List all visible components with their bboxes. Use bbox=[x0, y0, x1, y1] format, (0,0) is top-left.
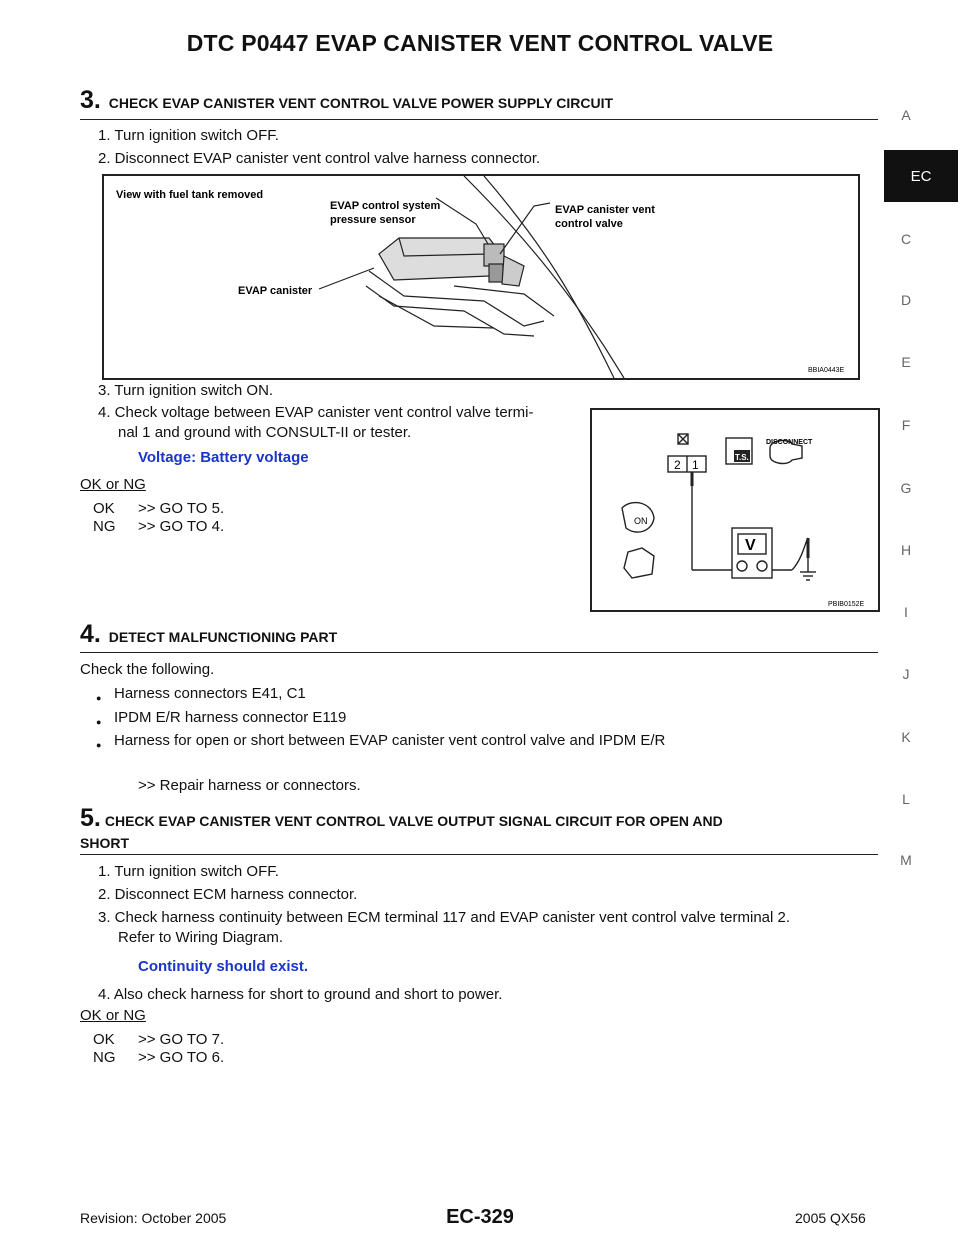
side-tab-a[interactable]: A bbox=[901, 107, 911, 123]
step-5-ok-action[interactable]: >> GO TO 7. bbox=[138, 1031, 225, 1048]
step-title-line-1: CHECK EVAP CANISTER VENT CONTROL VALVE OUTPUT SIGNAL CIRCUIT FOR OPEN AND bbox=[104, 813, 723, 829]
step-5-item-3-cont: Refer to Wiring Diagram. bbox=[118, 929, 284, 946]
step-title-line-2: SHORT bbox=[80, 835, 129, 851]
step-3-item-2: 2. Disconnect EVAP canister vent control valve harness connector. bbox=[98, 150, 541, 167]
ts-label: T.S. bbox=[735, 453, 749, 462]
side-tab-h[interactable]: H bbox=[900, 542, 912, 558]
step-number: 5. bbox=[80, 804, 101, 832]
side-tab-k[interactable]: K bbox=[901, 729, 911, 745]
step-3-ok-ng: OK or NG bbox=[80, 476, 146, 493]
disconnect-label: DISCONNECT bbox=[766, 439, 813, 446]
label-valve-line-1: EVAP canister vent bbox=[555, 204, 655, 216]
label-sensor-line-1: EVAP control system bbox=[330, 200, 441, 212]
label-view: View with fuel tank removed bbox=[116, 189, 264, 201]
step-5-item-1: 1. Turn ignition switch OFF. bbox=[98, 863, 279, 880]
footer-revision: Revision: October 2005 bbox=[80, 1210, 227, 1226]
step-3-item-4: 4. Check voltage between EVAP canister vent control valve termi- bbox=[98, 404, 534, 421]
step-3-heading bbox=[80, 86, 878, 120]
side-tab-l[interactable]: L bbox=[902, 791, 910, 807]
side-tab-ec-active[interactable]: EC bbox=[884, 150, 958, 202]
step-5-item-4: 4. Also check harness for short to ground and short to power. bbox=[98, 986, 503, 1003]
step-5-ok-label: OK bbox=[93, 1031, 115, 1048]
step-3-item-3: 3. Turn ignition switch ON. bbox=[98, 382, 274, 399]
label-valve-line-2: control valve bbox=[555, 218, 623, 230]
step-5-item-2: 2. Disconnect ECM harness connector. bbox=[98, 886, 358, 903]
side-tab-j[interactable]: J bbox=[902, 666, 910, 682]
voltage-diagram bbox=[592, 410, 878, 610]
side-tab-c[interactable]: C bbox=[900, 231, 912, 247]
step-3-item-4-cont: nal 1 and ground with CONSULT-II or tester. bbox=[118, 424, 412, 441]
figure-code: PBIB0152E bbox=[828, 601, 865, 608]
step-number: 3. bbox=[80, 86, 101, 114]
side-tab-f[interactable]: F bbox=[901, 417, 911, 433]
step-title: DETECT MALFUNCTIONING PART bbox=[108, 629, 338, 645]
step-5-ng-label: NG bbox=[93, 1049, 116, 1066]
connector-pin-2: 2 bbox=[674, 458, 681, 472]
step-5-ng-action[interactable]: >> GO TO 6. bbox=[138, 1049, 225, 1066]
figure-code: BBIA0443E bbox=[808, 367, 845, 374]
figure-voltage-check bbox=[590, 408, 880, 612]
side-tab-i[interactable]: I bbox=[904, 604, 908, 620]
figure-evap-canister-location bbox=[102, 174, 860, 380]
step-3-item-1: 1. Turn ignition switch OFF. bbox=[98, 127, 279, 144]
step-3-ng-label: NG bbox=[93, 518, 116, 535]
step-4-bullet-3: ● Harness for open or short between EVAP canister vent control valve and IPDM E/R bbox=[114, 731, 665, 751]
step-4-intro: Check the following. bbox=[80, 661, 215, 678]
side-tab-d[interactable]: D bbox=[900, 292, 912, 308]
step-3-ng-action[interactable]: >> GO TO 4. bbox=[138, 518, 225, 535]
page-number: EC-329 bbox=[446, 1206, 514, 1228]
step-4-bullet-2: ● IPDM E/R harness connector E119 bbox=[114, 708, 346, 728]
step-4-action[interactable]: >> Repair harness or connectors. bbox=[138, 777, 361, 794]
ignition-on-label: ON bbox=[634, 516, 648, 526]
page-title: DTC P0447 EVAP CANISTER VENT CONTROL VALVE bbox=[186, 30, 774, 56]
side-tab-m[interactable]: M bbox=[900, 852, 912, 868]
step-5-heading bbox=[80, 804, 878, 855]
label-sensor-line-2: pressure sensor bbox=[330, 214, 416, 226]
side-tab-g[interactable]: G bbox=[900, 480, 912, 496]
meter-v-label: V bbox=[745, 537, 756, 554]
canister-illustration bbox=[104, 176, 858, 378]
step-5-item-3: 3. Check harness continuity between ECM terminal 117 and EVAP canister vent control valve terminal 2. bbox=[98, 909, 791, 926]
step-4-heading bbox=[80, 620, 878, 653]
step-number: 4. bbox=[80, 620, 101, 648]
connector-pin-1: 1 bbox=[692, 458, 699, 472]
step-title: CHECK EVAP CANISTER VENT CONTROL VALVE POWER SUPPLY CIRCUIT bbox=[108, 95, 614, 111]
step-5-ok-ng: OK or NG bbox=[80, 1007, 146, 1024]
step-3-ok-label: OK bbox=[93, 500, 115, 517]
footer-model: 2005 QX56 bbox=[795, 1210, 866, 1226]
step-5-spec: Continuity should exist. bbox=[138, 958, 309, 975]
step-3-ok-action[interactable]: >> GO TO 5. bbox=[138, 500, 225, 517]
side-tab-e[interactable]: E bbox=[901, 354, 911, 370]
step-3-spec: Voltage: Battery voltage bbox=[138, 449, 309, 466]
label-canister: EVAP canister bbox=[238, 285, 313, 297]
step-4-bullet-1: ● Harness connectors E41, C1 bbox=[114, 684, 306, 704]
